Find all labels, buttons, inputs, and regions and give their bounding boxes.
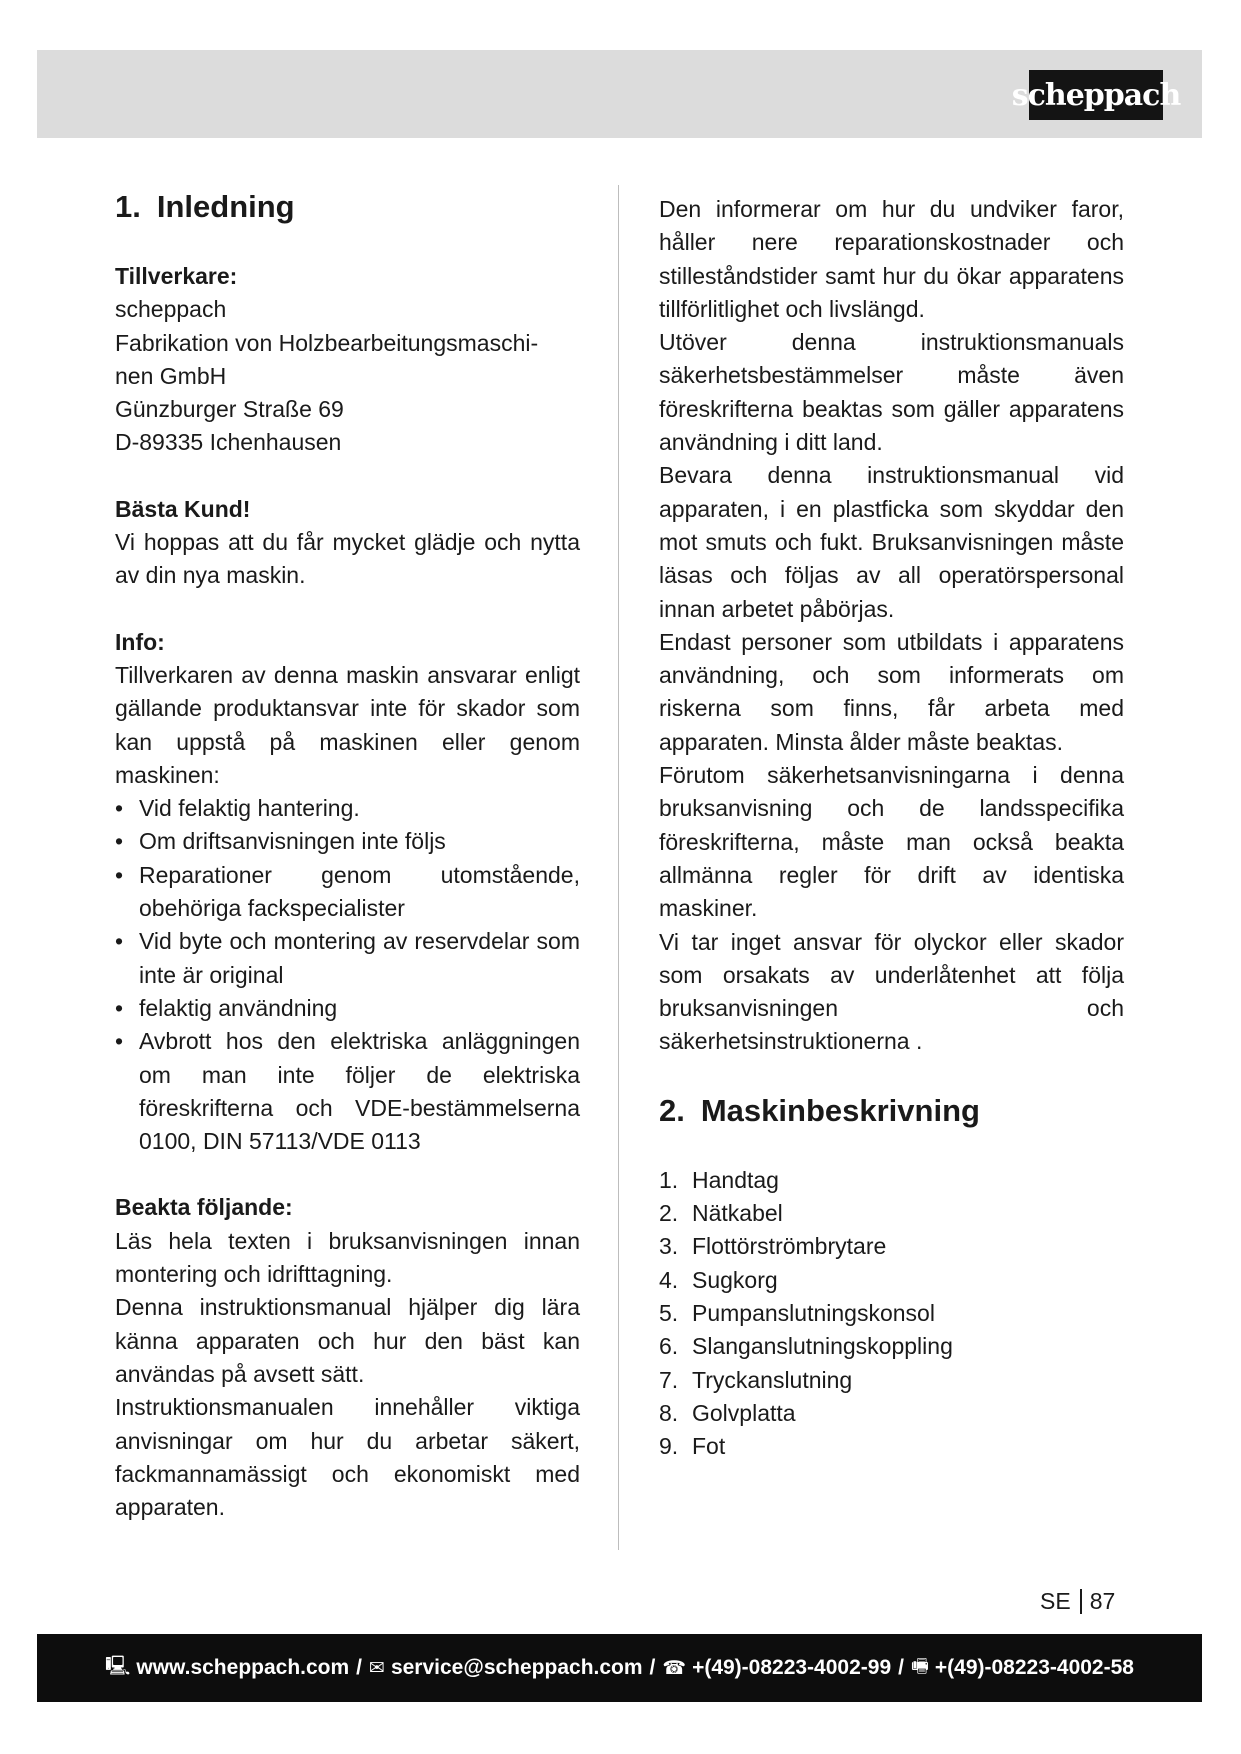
info-text: Tillverkaren av denna maskin ansvarar enligt gällande produktansvar inte för skador som kan uppstå på maskinen eller genom maskinen: bbox=[115, 661, 580, 788]
fax-number: +(49)-08223-4002-58 bbox=[934, 1656, 1134, 1679]
part-label: Flottörströmbrytare bbox=[692, 1233, 887, 1260]
liability-list bbox=[115, 792, 580, 1158]
computer-icon: 🖳︎ bbox=[105, 1656, 131, 1677]
footer-separator: / bbox=[649, 1656, 656, 1679]
manufacturer-line: Günzburger Straße 69 bbox=[115, 396, 344, 423]
parts-list bbox=[659, 1164, 1124, 1464]
part-label: Pumpanslutningskonsol bbox=[692, 1299, 935, 1326]
part-item bbox=[659, 1364, 1124, 1397]
manufacturer-line: nen GmbH bbox=[115, 362, 227, 389]
body-paragraph: Den informerar om hur du undviker faror, håller nere reparationskostnader och stilleståndstider samt hur du ökar apparatens tillförlitlighet och livslängd. bbox=[659, 196, 1124, 322]
section-1-heading bbox=[115, 188, 580, 226]
column-divider bbox=[618, 185, 619, 1550]
section-2-number: 2. bbox=[659, 1092, 685, 1128]
note-heading: Beakta följande: bbox=[115, 1194, 293, 1221]
part-number: 4. bbox=[659, 1266, 679, 1293]
body-paragraph: Förutom säkerhetsanvisningarna i denna bruksanvisning och de landsspecifika föreskrifterna, måste man också beakta allmänna regler för drift av identiska maskiner. bbox=[659, 762, 1124, 922]
part-label: Nätkabel bbox=[692, 1200, 783, 1227]
part-number: 2. bbox=[659, 1200, 679, 1227]
part-item bbox=[659, 1164, 1124, 1197]
part-item bbox=[659, 1197, 1124, 1230]
page-number-value: 87 bbox=[1089, 1588, 1116, 1614]
phone-icon: ☎︎ bbox=[662, 1657, 687, 1679]
manufacturer-heading: Tillverkare: bbox=[115, 263, 238, 289]
body-paragraph: Vi tar inget ansvar för olyckor eller skador som orsakats av underlåtenhet att följa bruksanvisningen och säkerhetsinstruktionerna . bbox=[659, 928, 1124, 1055]
email-link[interactable]: service@scheppach.com bbox=[390, 1656, 643, 1679]
section-1-title: Inledning bbox=[156, 189, 295, 224]
manufacturer-line: Fabrikation von Holzbearbeitungsmaschi- bbox=[115, 329, 539, 356]
note-paragraph: Instruktionsmanualen innehåller viktiga anvisningar om hur du arbetar säkert, fackmannamässigt och ekonomiskt med apparaten. bbox=[115, 1394, 580, 1521]
footer-separator: / bbox=[898, 1656, 904, 1679]
list-item: • Vid byte och montering av reservdelar som inte är original bbox=[115, 925, 580, 992]
info-heading: Info: bbox=[115, 628, 165, 655]
part-number: 3. bbox=[659, 1233, 679, 1260]
list-item: • Vid felaktig hantering. bbox=[115, 792, 580, 825]
list-item: • felaktig användning bbox=[115, 992, 580, 1025]
part-label: Fot bbox=[692, 1433, 726, 1460]
part-item bbox=[659, 1230, 1124, 1263]
email-icon: ✉︎ bbox=[369, 1657, 385, 1679]
phone-number[interactable]: +(49)-08223-4002-99 bbox=[692, 1656, 892, 1679]
customer-heading: Bästa Kund! bbox=[115, 495, 251, 522]
part-label: Slanganslutningskoppling bbox=[692, 1333, 953, 1360]
note-paragraph: Denna instruktionsmanual hjälper dig lära känna apparaten och hur den bäst kan användas på avsett sätt. bbox=[115, 1294, 580, 1387]
manufacturer-line: scheppach bbox=[115, 296, 227, 323]
part-label: Handtag bbox=[692, 1166, 779, 1193]
part-label: Sugkorg bbox=[692, 1266, 778, 1293]
part-item bbox=[659, 1430, 1124, 1463]
list-item: • Avbrott hos den elektriska anläggningen om man inte följer de elektriska föreskrifterna och VDE-bestämmelserna 0100, DIN 57113/VDE 0113 bbox=[115, 1025, 580, 1158]
part-item bbox=[659, 1264, 1124, 1297]
footer-bar bbox=[37, 1634, 1202, 1702]
part-number: 6. bbox=[659, 1333, 679, 1360]
part-label: Golvplatta bbox=[692, 1399, 796, 1426]
part-item bbox=[659, 1397, 1124, 1430]
part-label: Tryckanslutning bbox=[692, 1366, 853, 1393]
page-number bbox=[1040, 1588, 1115, 1615]
footer-separator: / bbox=[356, 1656, 363, 1679]
body-paragraph: Endast personer som utbildats i apparatens användning, och som informerats om riskerna som finns, får arbeta med apparaten. Minsta ålder måste beaktas. bbox=[659, 628, 1124, 755]
page-language: SE bbox=[1040, 1588, 1071, 1614]
list-item: • Reparationer genom utomstående, obehöriga fackspecialister bbox=[115, 859, 580, 926]
section-2-title: Maskinbeskrivning bbox=[700, 1092, 980, 1128]
part-number: 7. bbox=[659, 1366, 679, 1393]
part-number: 8. bbox=[659, 1399, 679, 1426]
list-item: • Om driftsanvisningen inte följs bbox=[115, 825, 580, 858]
scheppach-logo: scheppach bbox=[1029, 70, 1163, 120]
right-column bbox=[659, 193, 1124, 1463]
part-item bbox=[659, 1330, 1124, 1363]
note-paragraph: Läs hela texten i bruksanvisningen innan montering och idrifttagning. bbox=[115, 1227, 580, 1288]
section-1-number: 1. bbox=[115, 189, 141, 224]
fax-icon: 🖷︎ bbox=[910, 1656, 929, 1677]
section-2-heading bbox=[659, 1092, 1124, 1130]
left-column bbox=[115, 188, 580, 1524]
manufacturer-line: D-89335 Ichenhausen bbox=[115, 429, 342, 456]
customer-text: Vi hoppas att du får mycket glädje och nytta av din nya maskin. bbox=[115, 529, 580, 589]
page-number-separator bbox=[1080, 1589, 1082, 1614]
manufacturer-address bbox=[115, 293, 580, 459]
body-paragraph: Utöver denna instruktionsmanuals säkerhetsbestämmelser måste även föreskrifterna beaktas som gäller apparatens användning i ditt land. bbox=[659, 329, 1124, 456]
part-number: 9. bbox=[659, 1433, 679, 1460]
part-item bbox=[659, 1297, 1124, 1330]
part-number: 5. bbox=[659, 1299, 679, 1326]
body-paragraph: Bevara denna instruktionsmanual vid apparaten, i en plastficka som skyddar den mot smuts och fukt. Bruksanvisningen måste läsas och följas av all operatörspersonal innan arbetet påbörjas. bbox=[659, 462, 1124, 622]
website-link[interactable]: www.scheppach.com bbox=[136, 1656, 350, 1679]
part-number: 1. bbox=[659, 1166, 679, 1193]
